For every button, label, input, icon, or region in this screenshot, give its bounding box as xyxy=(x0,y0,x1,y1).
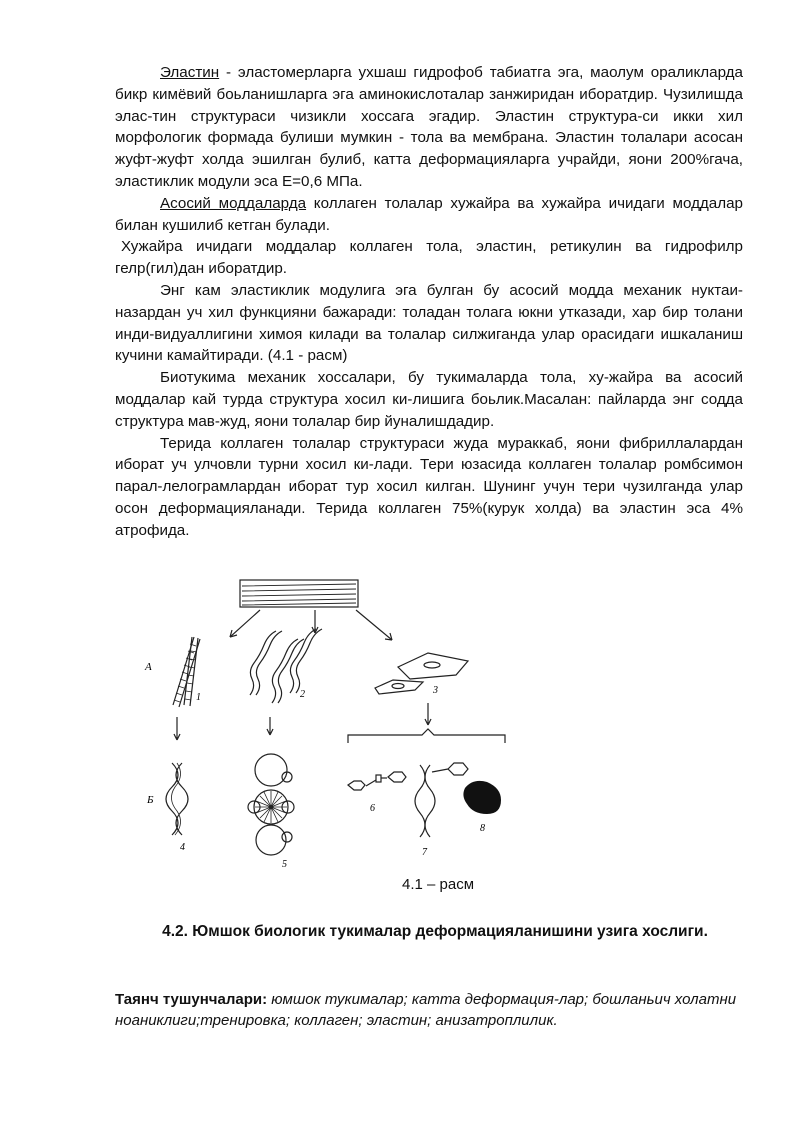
arrow-down-1 xyxy=(174,717,180,740)
paragraph-elastin xyxy=(115,62,743,193)
arrow-down-3 xyxy=(425,703,431,725)
paragraph-ground-substance xyxy=(115,193,743,237)
label-4: 4 xyxy=(180,842,185,853)
paragraph-mechanical-properties: Биотукима механик хоссалари, бу тукималарда тола, ху-жайра ва асосий моддалар кай турда структура хосил ки-лишига боьлик.Масалан: пайларда энг содда структура мав-жуд, яони толалар бир йуналишдадир. xyxy=(115,369,743,430)
term-ground-substance: Асосий моддаларда xyxy=(160,194,307,212)
label-5: 5 xyxy=(282,859,287,870)
paragraph-intracellular: Хужайра ичидаги моддалар коллаген тола, эластин, ретикулин ва гидрофилр гелр(гил)дан иборатдир. xyxy=(115,238,743,278)
section-heading: 4.2. Юмшок биологик тукималар деформацияланишини узига хослиги. xyxy=(162,923,708,940)
keywords-label: Таянч тушунчалари: xyxy=(115,991,268,1008)
twisted-strand-4 xyxy=(166,763,188,835)
keywords-text: юмшок тукималар; катта деформация-лар; бошланьич холатни ноаниклиги;тренировка; коллаген; эластин; анизатроплилик. xyxy=(115,991,737,1029)
paragraph-functions: Энг кам эластиклик модулига эга булган бу асосий модда механик нуктаи-назардан уч хил функцияни бажаради: толадан толага юкни утказади, хар бир толани инди-видуаллигини химоя килади ва толалар силжиганда улар орасидаги ишкаланиш кучини камайтиради. (4.1 - расм) xyxy=(115,281,743,365)
label-6: 6 xyxy=(370,803,375,814)
label-7: 7 xyxy=(422,847,427,858)
label-B: Б xyxy=(147,794,154,806)
keywords xyxy=(115,989,755,1031)
figure-caption: 4.1 – расм xyxy=(402,876,475,893)
brace xyxy=(348,729,505,743)
paragraph-skin: Терида коллаген толалар структураси жуда мураккаб, яони фибриллалардан иборат уч улчовли турни хосил ки-лади. Тери юзасида коллаген толалар ромбсимон парал-лелограмлардан иборат тур хосил килган. Шунинг учун тери чузилганда улар осон деформацияланади. Терида коллаген 75%(курук холда) ва эластин эса 4% атрофида. xyxy=(115,434,743,539)
body-text xyxy=(115,62,743,542)
network-5 xyxy=(248,754,294,855)
paragraph-ground-substance-text: коллаген толалар хужайра ва хужайра ичидаги моддалар билан кушилиб кетган булади. xyxy=(115,194,743,234)
dark-mass-8 xyxy=(463,781,501,814)
figure-4-1 xyxy=(130,575,530,875)
elastin-fibers-2 xyxy=(250,629,322,703)
term-elastin: Эластин xyxy=(160,64,220,81)
label-2: 2 xyxy=(300,689,305,700)
cells-3 xyxy=(375,653,468,694)
figure-drawing xyxy=(130,575,530,875)
arrow-down-2 xyxy=(267,717,273,735)
fiber-bundle-lines xyxy=(242,584,356,605)
molecule-6 xyxy=(348,772,406,790)
paragraph-elastin-text: - эластомерларга ухшаш гидрофоб табиатга эга, маолум ораликларда бикр кимёвий боьланишларга эга аминокислоталар занжиридан иборатдир. Чузилишда элас-тин структураси чизикли хоссага эгадир. Эластин структура-си икки хил морфологик формада булиши мумкин - тола ва мембрана. Эластин толалари асосан жуфт-жуфт холда эшилган булиб, катта деформацияларга учрайди, яони 200%гача, эластиклик модули эса E=0,6 МПа. xyxy=(115,64,743,190)
label-A: A xyxy=(145,661,152,673)
arrow-left xyxy=(230,610,260,637)
label-3: 3 xyxy=(433,685,438,696)
label-1: 1 xyxy=(196,692,201,703)
strand-7 xyxy=(415,763,468,837)
label-8: 8 xyxy=(480,823,485,834)
arrow-right xyxy=(356,610,392,640)
